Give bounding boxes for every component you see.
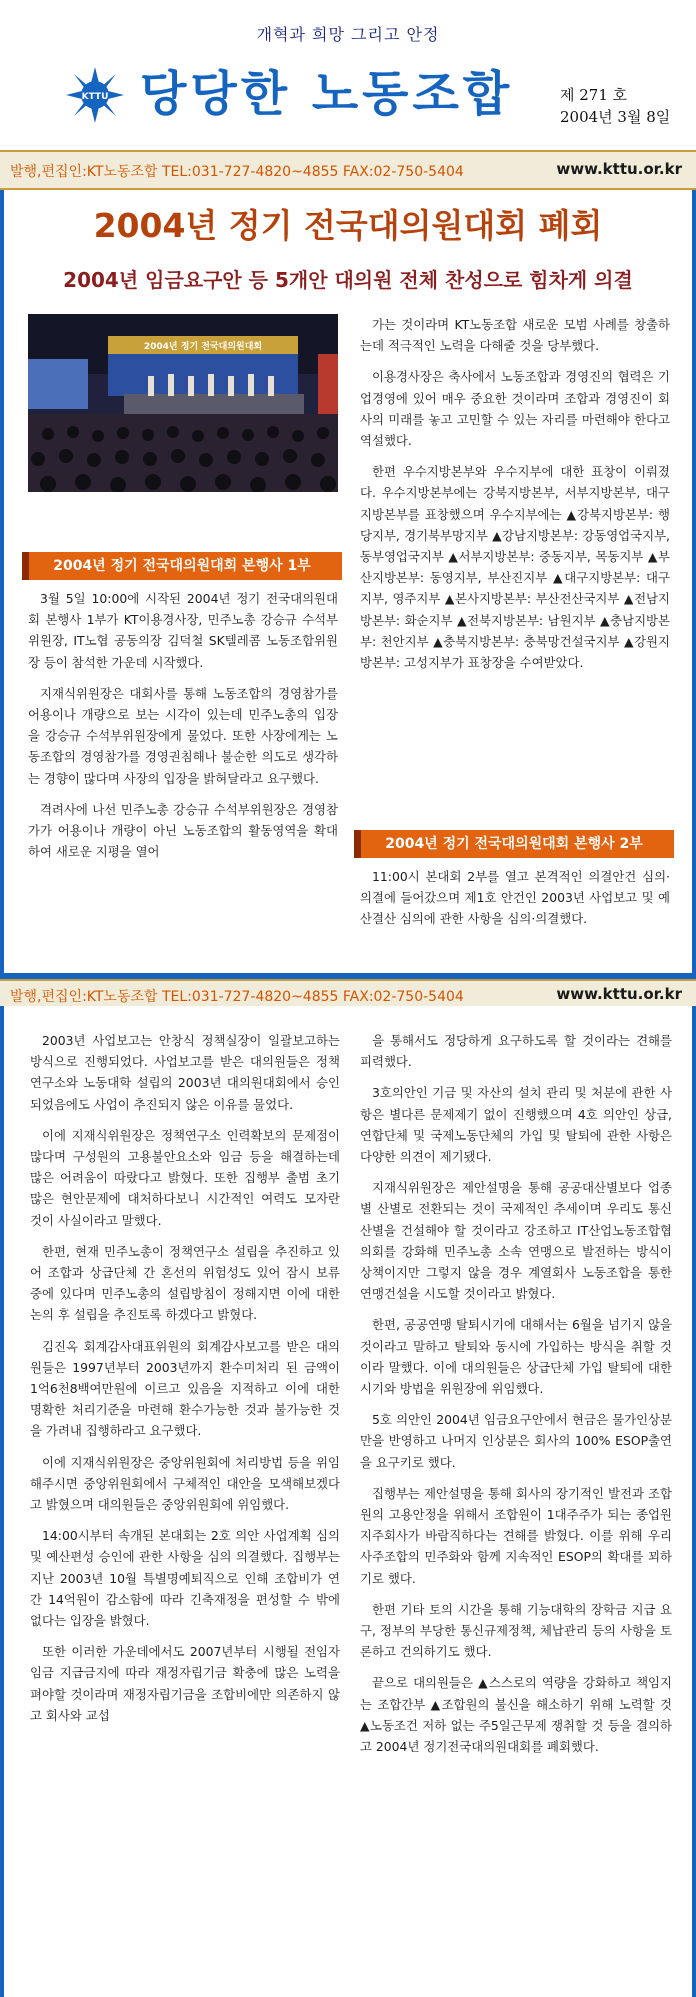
issue-number: 제 271 호 bbox=[560, 86, 628, 104]
article-paragraph: 지재식위원장은 제안설명을 통해 공공대산별보다 업종별 산별로 전환되는 것이 국제적인 추세이며 우리도 통신산별을 건설해야 할 것이라고 강조하고 IT산업노동조합협의회를 강화해 민주노총 소속 연맹으로 발전하는 방식이 상책이지만 그렇지 않을 경우 계열회사 노동조합을 통한 연맹건설을 시도할 것이라고 밝혔다. bbox=[360, 1180, 672, 1302]
article-paragraph: 이에 지재식위원장은 중앙위원회에 처리방법 등을 위임해주시면 중앙위원회에서 구체적인 대안을 모색해보겠다고 밝혔으며 대의원들은 중앙위원회에 위임했다. bbox=[30, 1454, 340, 1513]
article-paragraph: 이에 지재식위원장은 정책연구소 인력확보의 문제점이 많다며 구성원의 고용불안요소와 임금 등을 해결하는데 많은 어려움이 따랐다고 밝혔다. 또한 집행부 출범 초기 많은 현안문제에 대처하다보니 시간적인 여력도 모자란 것이 사실이라고 말했다. bbox=[30, 1127, 340, 1228]
article-paragraph: 11:00시 본대회 2부를 열고 본격적인 의결안건 심의·의결에 들어갔으며 제1호 안건인 2003년 사업보고 및 예산결산 심의에 관한 사항을 심의·의결했다. bbox=[360, 869, 670, 927]
article-paragraph: 지재식위원장은 대회사를 통해 노동조합의 경영참가를 어용이나 개량으로 보는 시각이 있는데 민주노총의 입장을 강승규 수석부위원장에게 물었다. 또한 사장에게는 노동조합의 경영참가를 경영권침해나 불순한 의도로 생각하는 경향이 많다며 사장의 입장을 밝혀달라고 요구했다. bbox=[28, 685, 338, 786]
article-paragraph: 끝으로 대의원들은 ▲스스로의 역량을 강화하고 책임지는 조합간부 ▲조합원의 불신을 해소하기 위해 노력할 것 ▲노동조건 저하 없는 주5일근무제 쟁취할 것 등을 결의하고 2004년 정기전국대의원대회를 폐회했다. bbox=[360, 1675, 672, 1755]
article-paragraph: 5호 의안인 2004년 임금요구안에서 현금은 물가인상분만을 반영하고 나머지 인상분은 회사의 100% ESOP출연을 요구키로 했다. bbox=[360, 1412, 672, 1470]
article-paragraph: 김진옥 회계감사대표위원의 회계감사보고를 받은 대의원들은 1997년부터 2003년까지 환수미처리 된 금액이 1억6천8백여만원에 이르고 있음을 지적하고 이에 대한 명확한 처리기준을 마련해 환수가능한 것과 불가능한 것을 가려내 집행하라고 요구했다. bbox=[30, 1338, 340, 1439]
article-column-left-2 bbox=[30, 1030, 340, 1736]
article-column-left-1 bbox=[28, 588, 338, 872]
article-paragraph: 한편 우수지방본부와 우수지부에 대한 표창이 이뤄졌다. 우수지방본부에는 강북지방본부, 서부지방본부, 대구지방본부를 표창했으며 우수지부에는 ▲강북지방본부: 행당지부, 경기북부망지부 ▲강남지방본부: 강동영업국지부, 동부영업국지부 ▲서부지방본부: 중동지부, 목동지부 ▲부산지방본부: 동영지부, 부산진지부 ▲대구지방본부: 대구지부, 영주지부 ▲본사지방본부: 부산전산국지부 ▲전남지방본부: 화순지부 ▲전북지방본부: 남원지부 ▲충남지방본부: 천안지부 ▲충북지방본부: 충북망건설국지부 ▲강원지방본부: 고성지부가 표창장을 수여받았다. bbox=[360, 464, 670, 671]
article-paragraph: 가는 것이라며 KT노동조합 새로운 모범 사례를 창출하는데 적극적인 노력을 다해줄 것을 당부했다. bbox=[360, 317, 670, 354]
publisher-info: 발행,편집인:KT노동조합 TEL:031-727-4820~4855 FAX:02-750-5404 bbox=[10, 989, 464, 1005]
section-band-part1: 2004년 정기 전국대의원대회 본행사 1부 bbox=[22, 552, 342, 580]
event-photo bbox=[28, 314, 338, 492]
article-paragraph: 한편, 현재 민주노총이 정책연구소 설립을 추진하고 있어 조합과 상급단체 간 혼선의 위험성도 있어 잠시 보류 중에 있다며 민주노총의 설립방침이 정해지면 이에 대한 논의 후 설립을 추진토록 하겠다고 밝혔다. bbox=[30, 1243, 340, 1323]
article-paragraph: 격려사에 나선 민주노총 강승규 수석부위원장은 경영참가가 어용이나 개량이 아닌 노동조합의 활동영역을 확대하여 새로운 지평을 열어 bbox=[28, 801, 338, 860]
section-band-part2: 2004년 정기 전국대의원대회 본행사 2부 bbox=[354, 830, 674, 858]
article-column-right-1 bbox=[360, 314, 670, 683]
kttu-logo-icon bbox=[64, 65, 126, 125]
newspaper-title: 당당한 노동조합 bbox=[140, 66, 514, 122]
website-link[interactable]: www.kttu.or.kr bbox=[556, 160, 682, 178]
publisher-bar-top bbox=[0, 150, 696, 190]
article-column-right-1b bbox=[360, 866, 670, 940]
svg-text:2004년 정기 전국대의원대회: 2004년 정기 전국대의원대회 bbox=[143, 342, 263, 352]
article-paragraph: 이용경사장은 축사에서 노동조합과 경영진의 협력은 기업경영에 있어 매우 중요한 것이라며 조합과 경영진이 회사의 미래를 놓고 고민할 수 있는 자리를 마련해야 한다고 역설했다. bbox=[360, 369, 670, 449]
article-paragraph: 을 통해서도 정당하게 요구하도록 할 것이라는 견해를 피력했다. bbox=[360, 1033, 672, 1070]
publisher-info: 발행,편집인:KT노동조합 TEL:031-727-4820~4855 FAX:02-750-5404 bbox=[10, 164, 464, 180]
article-paragraph: 한편 기타 토의 시간을 통해 기능대학의 장학금 지급 요구, 정부의 부당한 통신규제정책, 체납관리 등의 사항을 토론하고 건의하기도 했다. bbox=[360, 1601, 672, 1660]
article-paragraph: 한편, 공공연맹 탈퇴시기에 대해서는 6월을 넘기지 않을 것이라고 말하고 탈퇴와 동시에 가입하는 방식을 취할 것이라 말했다. 이에 대의원들은 상급단체 가입 탈퇴에 대한 시기와 방법을 위원장에 위임했다. bbox=[360, 1317, 672, 1397]
article-paragraph: 3월 5일 10:00에 시작된 2004년 정기 전국대의원대회 본행사 1부가 KT이용경사장, 민주노총 강승규 수석부위원장, IT노협 공동의장 김덕철 SK텔레콤 노동조합위원장 등이 참석한 가운데 시작했다. bbox=[28, 591, 338, 670]
article-paragraph: 14:00시부터 속개된 본대회는 2호 의안 사업계획 심의 및 예산편성 승인에 관한 사항을 심의 의결했다. 집행부는 지난 2003년 10월 특별명예퇴직으로 인해 조합비가 연간 14억원이 감소함에 따라 긴축재정을 편성할 수 밖에 없다는 입장을 밝혔다. bbox=[30, 1528, 340, 1629]
article-subheadline: 2004년 임금요구안 등 5개안 대의원 전체 찬성으로 힘차게 의결 bbox=[63, 268, 633, 292]
svg-text:KTTU: KTTU bbox=[81, 92, 109, 102]
issue-info bbox=[560, 84, 670, 128]
website-link[interactable]: www.kttu.or.kr bbox=[556, 985, 682, 1003]
article-paragraph: 2003년 사업보고는 안창식 정책실장이 일괄보고하는 방식으로 진행되었다. 사업보고를 받은 대의원들은 정책연구소와 노동대학 설립의 2003년 대의원대회에서 승인되었음에도 사업이 추진되지 않은 이유를 물었다. bbox=[30, 1033, 340, 1112]
article-front bbox=[0, 190, 696, 973]
masthead bbox=[0, 0, 696, 150]
article-paragraph: 또한 이러한 가운데에서도 2007년부터 시행될 전임자 임금 지급금지에 따라 재정자립기금 확충에 많은 노력을 펴야할 것이라며 재정자립기금을 조합비에만 의존하지 않고 회사와 교섭 bbox=[30, 1644, 340, 1723]
issue-date: 2004년 3월 8일 bbox=[560, 108, 671, 126]
article-headline: 2004년 정기 전국대의원대회 폐회 bbox=[93, 206, 603, 245]
article-column-right-2 bbox=[360, 1030, 672, 1767]
article-continued bbox=[0, 1006, 696, 1997]
masthead-tagline: 개혁과 희망 그리고 안정 bbox=[256, 25, 440, 44]
article-paragraph: 집행부는 제안설명을 통해 회사의 장기적인 발전과 조합원의 고용안정을 위해서 조합원이 1대주주가 되는 종업원지주회사가 바람직하다는 견해를 밝혔다. 이를 위해 우리사주조합의 민주화와 함께 지속적인 ESOP의 확대를 꾀하기로 했다. bbox=[360, 1485, 672, 1586]
article-paragraph: 3호의안인 기금 및 자산의 설치 관리 및 처분에 관한 사항은 별다른 문제제기 없이 진행했으며 4호 의안인 상급, 연합단체 및 국제노동단체의 가입 및 탈퇴에 관한 사항은 다양한 의견이 제기됐다. bbox=[360, 1085, 672, 1165]
